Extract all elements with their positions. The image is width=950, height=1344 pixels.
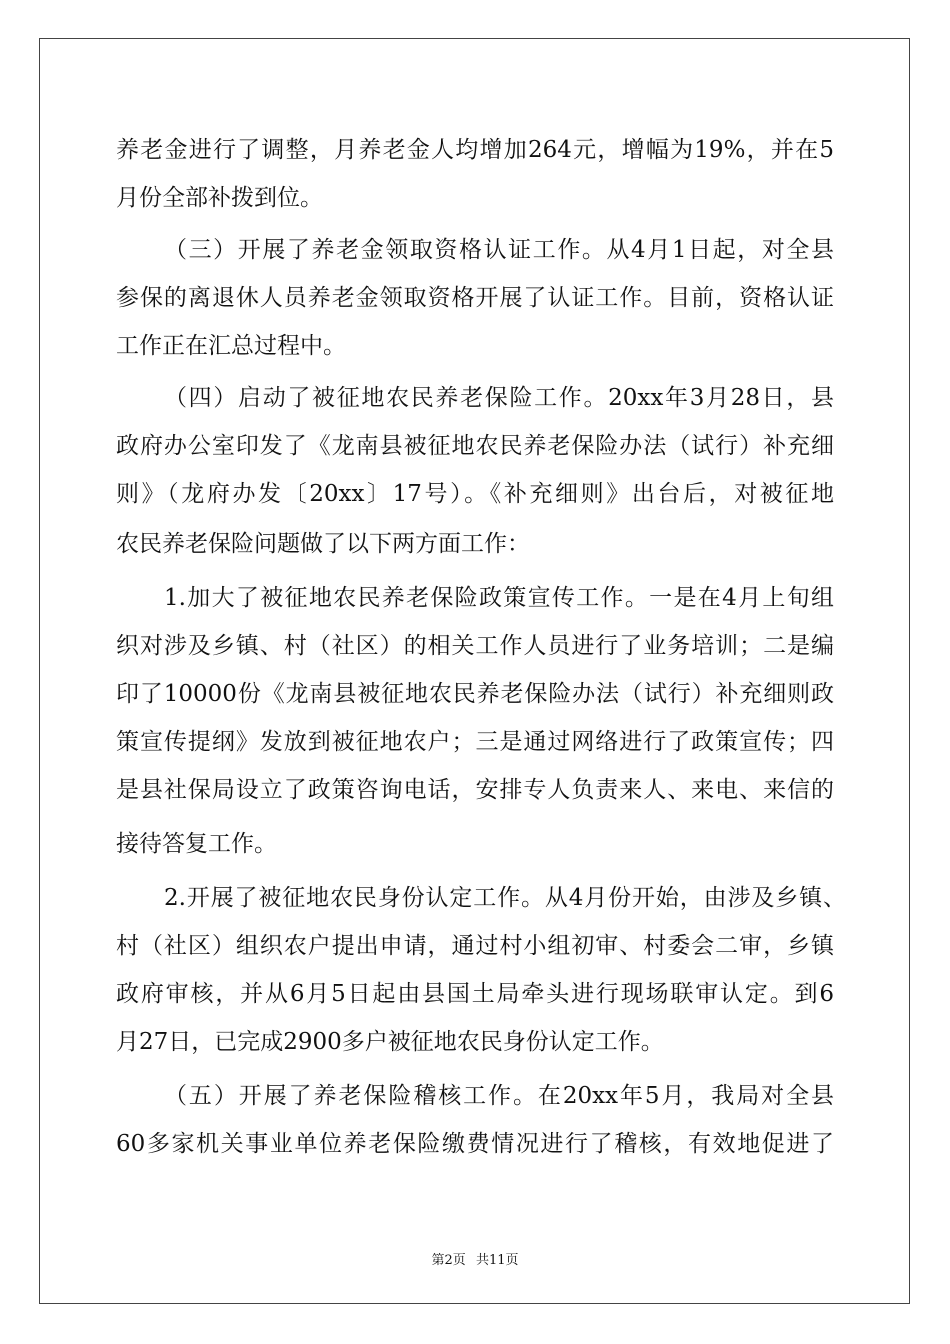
text-line: （四）启动了被征地农民养老保险工作。20xx年3月28日，县 <box>164 385 834 411</box>
text-line: （五）开展了养老保险稽核工作。在20xx年5月，我局对全县 <box>164 1083 834 1109</box>
text-line: 60多家机关事业单位养老保险缴费情况进行了稽核，有效地促进了 <box>116 1131 834 1157</box>
text-line: 是县社保局设立了政策咨询电话，安排专人负责来人、来电、来信的 <box>116 777 834 803</box>
text-line: 则》（龙府办发〔20xx〕17号）。《补充细则》出台后，对被征地 <box>116 481 834 507</box>
text-line: 策宣传提纲》发放到被征地农户；三是通过网络进行了政策宣传；四 <box>116 729 834 755</box>
text-line: 1.加大了被征地农民养老保险政策宣传工作。一是在4月上旬组 <box>164 585 834 611</box>
page-border <box>39 38 910 1304</box>
text-line: 接待答复工作。 <box>116 831 277 857</box>
text-line: 月份全部补拨到位。 <box>116 185 323 211</box>
text-line: 月27日，已完成2900多户被征地农民身份认定工作。 <box>116 1029 664 1055</box>
text-line: 参保的离退休人员养老金领取资格开展了认证工作。目前，资格认证 <box>116 285 834 311</box>
text-line: 政府办公室印发了《龙南县被征地农民养老保险办法（试行）补充细 <box>116 433 834 459</box>
text-line: 养老金进行了调整，月养老金人均增加264元，增幅为19%，并在5 <box>116 137 834 163</box>
text-line: 织对涉及乡镇、村（社区）的相关工作人员进行了业务培训；二是编 <box>116 633 834 659</box>
page-total: 共11页 <box>475 1253 519 1268</box>
text-line: 工作正在汇总过程中。 <box>116 333 346 359</box>
text-line: （三）开展了养老金领取资格认证工作。从4月1日起，对全县 <box>164 237 834 263</box>
page-footer <box>0 1249 950 1268</box>
text-line: 村（社区）组织农户提出申请，通过村小组初审、村委会二审，乡镇 <box>116 933 834 959</box>
text-line: 农民养老保险问题做了以下两方面工作： <box>116 531 530 557</box>
page-number: 第2页 <box>431 1253 466 1268</box>
text-line: 2.开展了被征地农民身份认定工作。从4月份开始，由涉及乡镇、 <box>164 885 846 911</box>
text-line: 政府审核，并从6月5日起由县国土局牵头进行现场联审认定。到6 <box>116 981 834 1007</box>
text-line: 印了10000份《龙南县被征地农民养老保险办法（试行）补充细则政 <box>116 681 834 707</box>
